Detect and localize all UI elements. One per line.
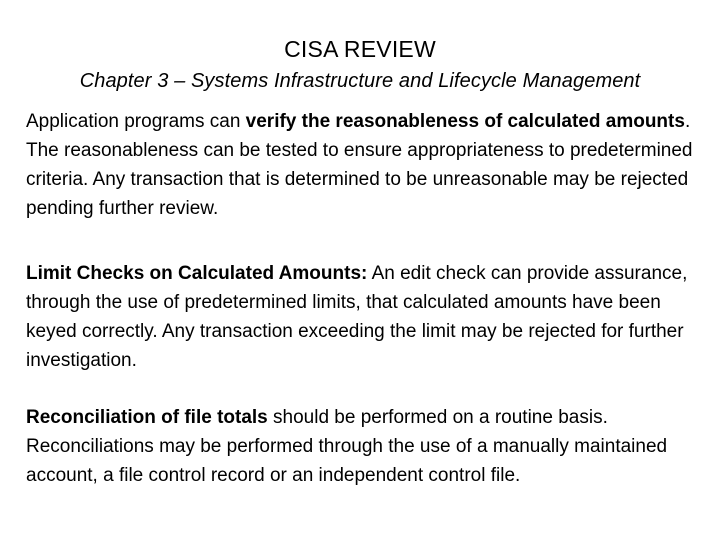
paragraph-limit-checks	[26, 259, 696, 375]
paragraph-body-text: . The reasonableness can be tested to ensure appropriateness to predetermined criteria. Any transaction that is determined to be unreasonable may be rejected pending further review.	[26, 111, 693, 219]
paragraph-lead-text: Application programs can	[26, 111, 246, 132]
paragraph-reconciliation	[26, 403, 696, 490]
paragraph-reasonableness	[26, 107, 696, 223]
paragraph-body-text: An edit check can provide assurance, through the use of predetermined limits, that calculated amounts have been keyed correctly. Any transaction exceeding the limit may be rejected for further investigation.	[26, 263, 688, 371]
paragraph-body-text: should be performed on a routine basis. Reconciliations may be performed through the use of a manually maintained account, a file control record or an independent control file.	[26, 407, 668, 486]
slide-title: CISA REVIEW	[284, 36, 436, 62]
paragraph-bold-text: verify the reasonableness of calculated amounts	[245, 111, 685, 132]
paragraph-heading-text: Limit Checks on Calculated Amounts:	[26, 263, 368, 284]
paragraph-heading-text: Reconciliation of file totals	[26, 407, 268, 428]
slide-subtitle: Chapter 3 – Systems Infrastructure and Lifecycle Management	[79, 70, 641, 92]
